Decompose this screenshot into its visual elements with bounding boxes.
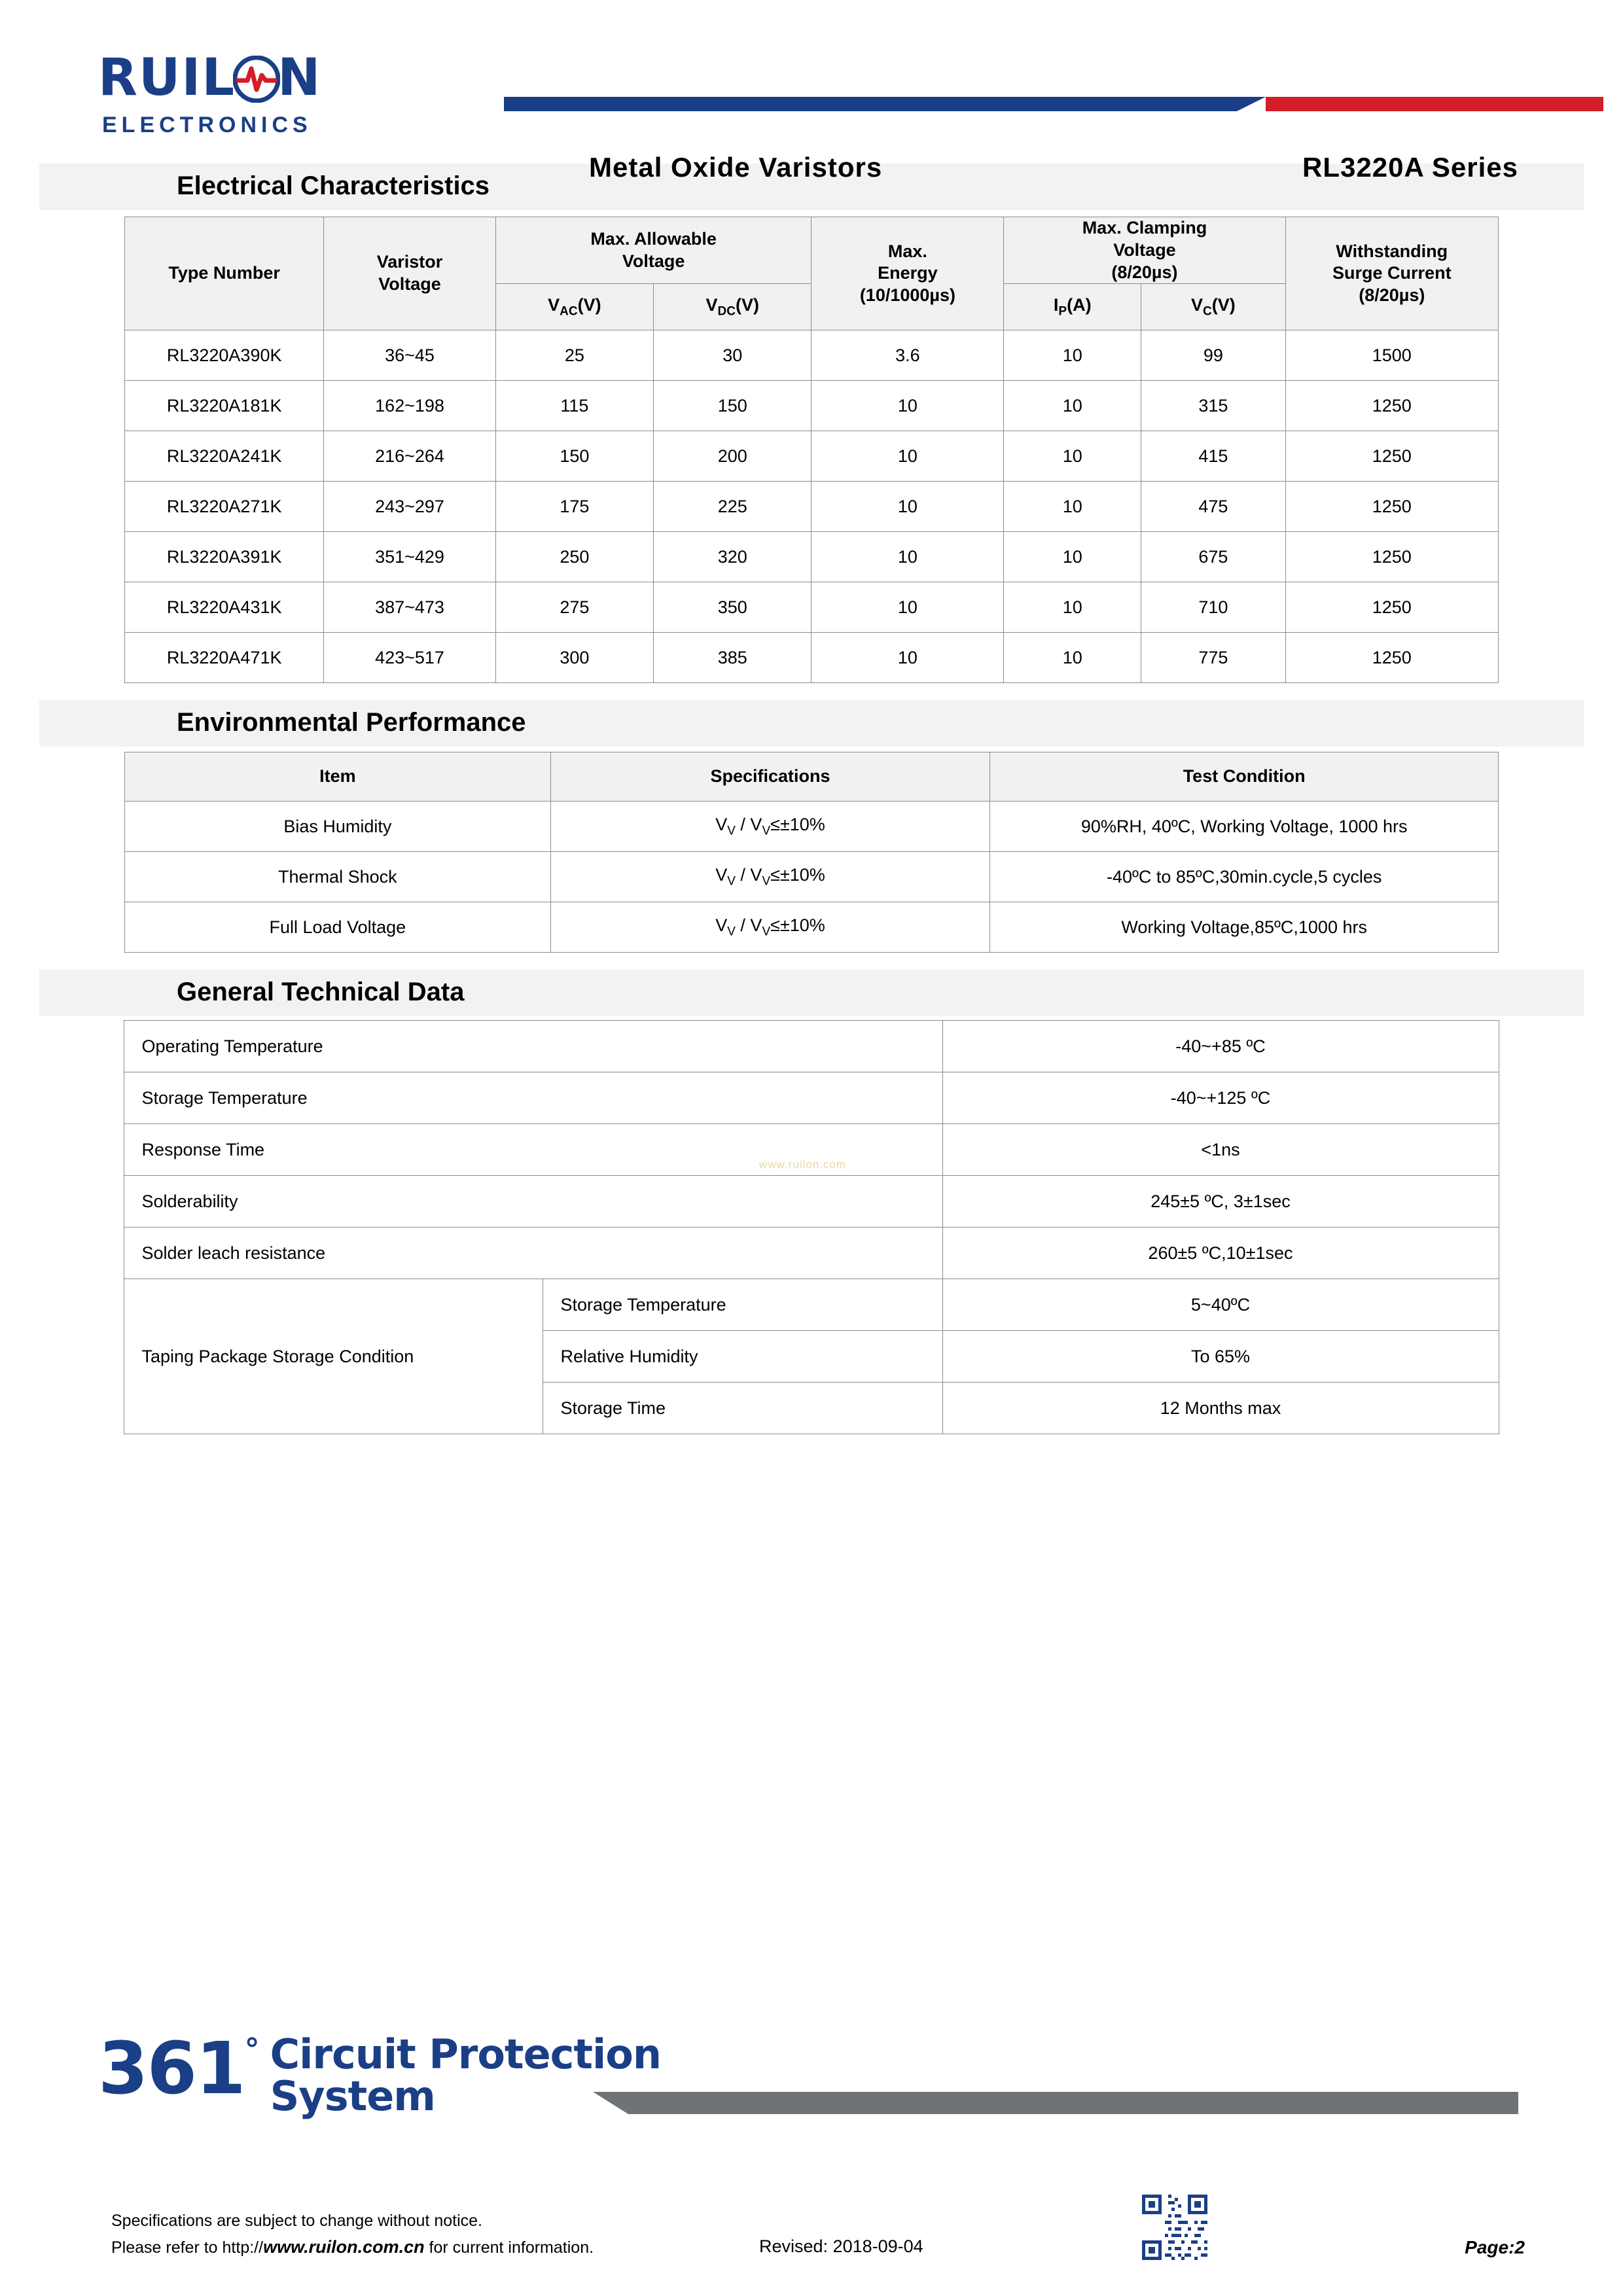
cell-vac: 150 (495, 431, 653, 482)
cell-type: RL3220A181K (125, 381, 324, 431)
cell-vac: 115 (495, 381, 653, 431)
cell-value: 260±5 ºC,10±1sec (942, 1227, 1499, 1279)
header-rule-blue (504, 97, 1237, 111)
th-item: Item (125, 752, 551, 802)
cell-vac: 175 (495, 482, 653, 532)
section-heading-general: General Technical Data (177, 978, 465, 1007)
cell-v1ma: 36~45 (324, 330, 495, 381)
header-titles (0, 152, 1623, 185)
section-band-general (39, 970, 1584, 1016)
footer-disclaimer-line1: Specifications are subject to change without notice. (111, 2212, 483, 2230)
cell-vc: 315 (1141, 381, 1285, 431)
cell-ip: 10 (1004, 431, 1141, 482)
footer-page-number: Page:2 (1465, 2237, 1525, 2257)
cell-vac: 25 (495, 330, 653, 381)
th-max-energy: Max. Energy (10/1000µs) (812, 217, 1004, 330)
cell-i: 1250 (1285, 582, 1498, 633)
cell-vdc: 350 (654, 582, 812, 633)
footer-brand-number (98, 2026, 259, 2110)
cell-v1ma: 216~264 (324, 431, 495, 482)
cell-ip: 10 (1004, 330, 1141, 381)
document-title: Metal Oxide Varistors (589, 152, 883, 183)
cell-value: <1ns (942, 1124, 1499, 1176)
cell-vac: 300 (495, 633, 653, 683)
cell-energy: 10 (812, 582, 1004, 633)
page-header (0, 0, 1623, 183)
cell-vdc: 225 (654, 482, 812, 532)
cell-taping-value: 12 Months max (942, 1383, 1499, 1434)
table-row (125, 802, 1499, 852)
page-watermark: www.ruilon.com (759, 1158, 847, 1171)
table-header-row (125, 217, 1499, 284)
cell-i: 1250 (1285, 381, 1498, 431)
th-type-number: Type Number (125, 217, 324, 330)
footer-brand (98, 2026, 661, 2120)
table-row (125, 852, 1499, 902)
logo-subtitle: ELECTRONICS (102, 113, 312, 137)
footer-brand-line2: System (270, 2072, 435, 2120)
cell-vac: 250 (495, 532, 653, 582)
cell-condition: -40ºC to 85ºC,30min.cycle,5 cycles (990, 852, 1499, 902)
cell-spec: $V_V / V_V\le\pm 10\%$ (550, 852, 990, 902)
table-row (125, 381, 1499, 431)
cell-i: 1250 (1285, 532, 1498, 582)
logo-text-part2: N (277, 48, 322, 107)
cell-ip: 10 (1004, 482, 1141, 532)
table-row (125, 582, 1499, 633)
cell-value: 245±5 ºC, 3±1sec (942, 1176, 1499, 1227)
header-rule (504, 97, 1603, 114)
footer-disclaimer-line2 (111, 2234, 594, 2261)
footer-disclaimer (111, 2209, 594, 2260)
cell-label: Operating Temperature (124, 1021, 942, 1072)
cell-item: Bias Humidity (125, 802, 551, 852)
cell-i: 1250 (1285, 633, 1498, 683)
footer-url-prefix: Please refer to http:// (111, 2238, 264, 2257)
general-technical-data-table (124, 1020, 1499, 1434)
cell-energy: 3.6 (812, 330, 1004, 381)
cell-vc: 710 (1141, 582, 1285, 633)
cell-type: RL3220A471K (125, 633, 324, 683)
table-row (125, 330, 1499, 381)
cell-i: 1250 (1285, 431, 1498, 482)
cell-spec: $V_V / V_V\le\pm 10\%$ (550, 802, 990, 852)
section-band-environmental (39, 700, 1584, 747)
cell-v1ma: 423~517 (324, 633, 495, 683)
cell-energy: 10 (812, 482, 1004, 532)
cell-condition: Working Voltage,85ºC,1000 hrs (990, 902, 1499, 953)
cell-i: 1500 (1285, 330, 1498, 381)
th-vdc: $V_{DC}(V)$ (654, 284, 812, 330)
cell-i: 1250 (1285, 482, 1498, 532)
cell-vdc: 200 (654, 431, 812, 482)
cell-taping-sub: Relative Humidity (543, 1331, 942, 1383)
cell-energy: 10 (812, 381, 1004, 431)
cell-ip: 10 (1004, 582, 1141, 633)
th-max-clamping-voltage: Max. Clamping Voltage (8/20µs) (1004, 217, 1285, 284)
table-row (124, 1021, 1499, 1072)
footer-url[interactable]: www.ruilon.com.cn (263, 2236, 425, 2257)
th-vc: $V_C(V)$ (1141, 284, 1285, 330)
table-row (124, 1176, 1499, 1227)
qr-code-icon (1139, 2191, 1211, 2263)
environmental-performance-table (124, 752, 1499, 953)
table-row (124, 1072, 1499, 1124)
cell-label: Response Time (124, 1124, 942, 1176)
footer-brand-line1: Circuit Protection (270, 2030, 661, 2078)
cell-vc: 99 (1141, 330, 1285, 381)
electrical-characteristics-table (124, 217, 1499, 683)
cell-spec: $V_V / V_V\le\pm 10\%$ (550, 902, 990, 953)
th-specifications: Specifications (550, 752, 990, 802)
cell-taping-value: 5~40ºC (942, 1279, 1499, 1331)
cell-item: Thermal Shock (125, 852, 551, 902)
cell-vdc: 320 (654, 532, 812, 582)
cell-value: -40~+125 ºC (942, 1072, 1499, 1124)
general-table-body (124, 1021, 1499, 1434)
cell-ip: 10 (1004, 633, 1141, 683)
cell-vdc: 30 (654, 330, 812, 381)
cell-label: Storage Temperature (124, 1072, 942, 1124)
table-row (125, 431, 1499, 482)
cell-ip: 10 (1004, 381, 1141, 431)
cell-value: -40~+85 ºC (942, 1021, 1499, 1072)
logo-burst-icon (233, 56, 280, 103)
cell-energy: 10 (812, 633, 1004, 683)
footer-url-suffix: for current information. (424, 2238, 594, 2257)
cell-ip: 10 (1004, 532, 1141, 582)
cell-vc: 675 (1141, 532, 1285, 582)
th-vac: $V_{AC}(V)$ (495, 284, 653, 330)
cell-vdc: 150 (654, 381, 812, 431)
company-logo (98, 48, 504, 138)
th-test-condition: Test Condition (990, 752, 1499, 802)
logo-text-part1: RUIL (98, 48, 236, 107)
cell-vc: 415 (1141, 431, 1285, 482)
cell-taping-sub: Storage Temperature (543, 1279, 942, 1331)
cell-taping-sub: Storage Time (543, 1383, 942, 1434)
environmental-table-body (125, 802, 1499, 953)
cell-type: RL3220A390K (125, 330, 324, 381)
cell-condition: 90%RH, 40ºC, Working Voltage, 1000 hrs (990, 802, 1499, 852)
th-withstanding-surge-current: Withstanding Surge Current (8/20µs) (1285, 217, 1498, 330)
cell-type: RL3220A271K (125, 482, 324, 532)
th-ip: $I_P(A)$ (1004, 284, 1141, 330)
th-varistor-voltage: Varistor Voltage (324, 217, 495, 330)
cell-label: Solderability (124, 1176, 942, 1227)
table-row (125, 633, 1499, 683)
cell-taping-value: To 65% (942, 1331, 1499, 1383)
cell-vc: 775 (1141, 633, 1285, 683)
electrical-table-body (125, 330, 1499, 683)
cell-taping-label: Taping Package Storage Condition (124, 1279, 543, 1434)
cell-label: Solder leach resistance (124, 1227, 942, 1279)
page-footer (0, 2021, 1623, 2296)
table-row (125, 902, 1499, 953)
header-rule-red (1266, 97, 1603, 111)
cell-type: RL3220A241K (125, 431, 324, 482)
cell-energy: 10 (812, 431, 1004, 482)
cell-v1ma: 162~198 (324, 381, 495, 431)
cell-v1ma: 387~473 (324, 582, 495, 633)
th-max-allowable-voltage: Max. Allowable Voltage (495, 217, 812, 284)
logo-wordmark (98, 48, 504, 107)
section-heading-electrical: Electrical Characteristics (177, 171, 490, 200)
table-row (125, 532, 1499, 582)
cell-type: RL3220A391K (125, 532, 324, 582)
table-row (124, 1227, 1499, 1279)
table-row (125, 482, 1499, 532)
footer-brand-degree: ° (244, 2032, 259, 2067)
cell-item: Full Load Voltage (125, 902, 551, 953)
cell-vdc: 385 (654, 633, 812, 683)
cell-vac: 275 (495, 582, 653, 633)
footer-rule (628, 2092, 1518, 2114)
table-row (124, 1279, 1499, 1331)
cell-v1ma: 243~297 (324, 482, 495, 532)
footer-revision: Revised: 2018-09-04 (759, 2236, 923, 2256)
cell-v1ma: 351~429 (324, 532, 495, 582)
cell-type: RL3220A431K (125, 582, 324, 633)
cell-energy: 10 (812, 532, 1004, 582)
footer-brand-num-text: 361 (98, 2026, 245, 2110)
table-header-row (125, 752, 1499, 802)
section-heading-environmental: Environmental Performance (177, 708, 526, 737)
series-title: RL3220A Series (1302, 152, 1518, 183)
cell-vc: 475 (1141, 482, 1285, 532)
